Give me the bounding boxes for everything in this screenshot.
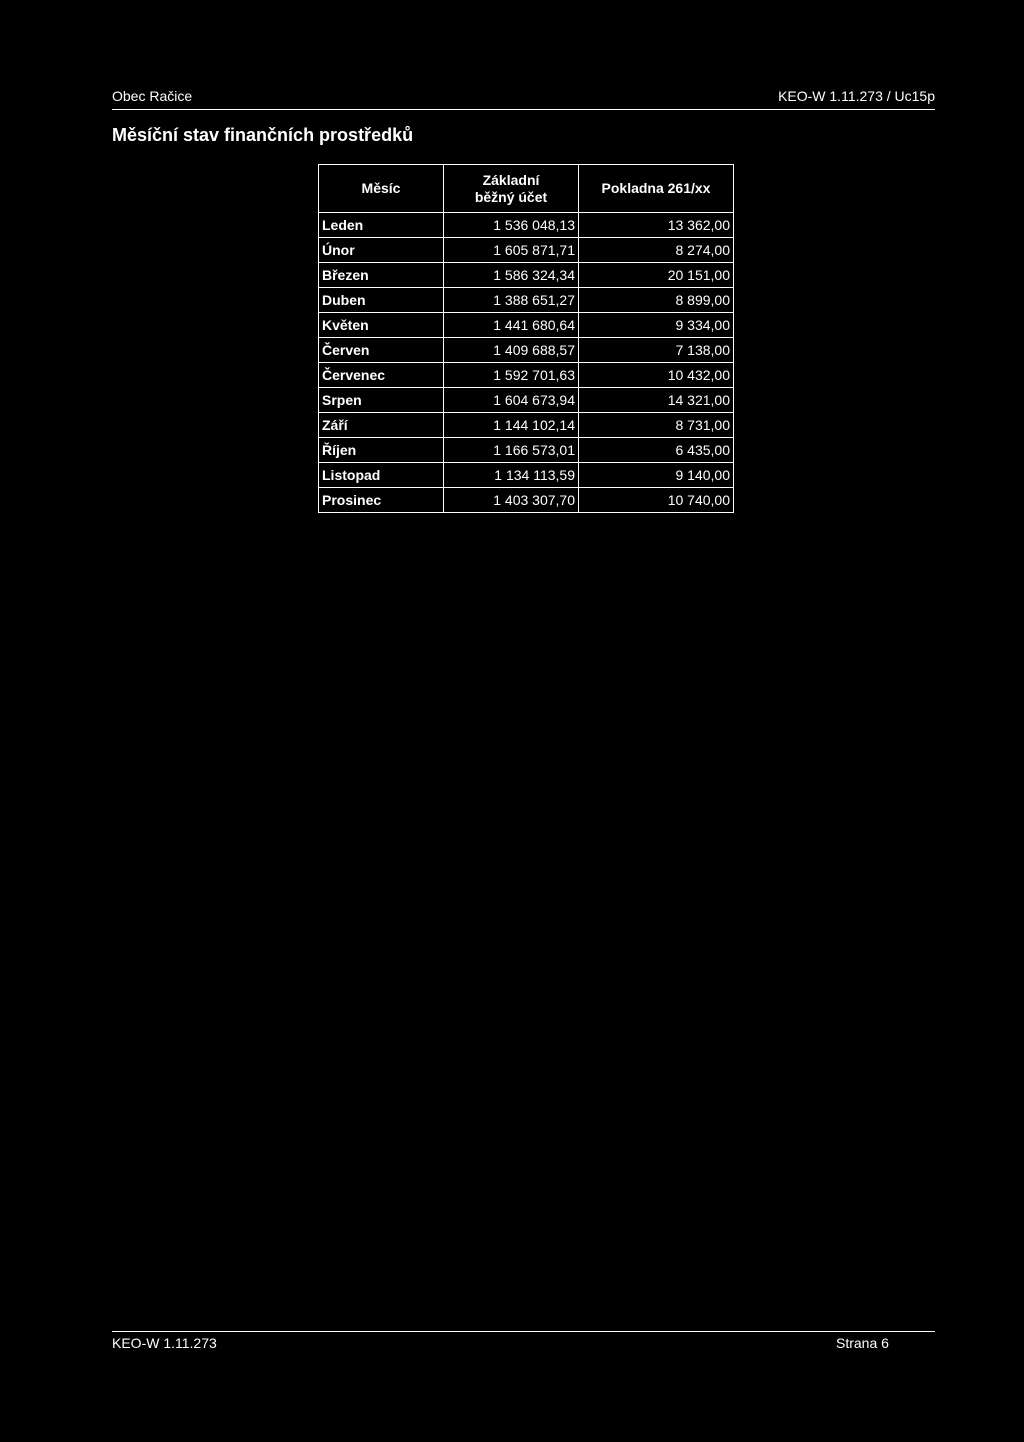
column-header-cash: Pokladna 261/xx	[579, 165, 734, 213]
table-row	[319, 313, 734, 338]
cell-cash: 9 334,00	[579, 313, 734, 338]
cell-account: 1 388 651,27	[444, 288, 579, 313]
cell-account: 1 166 573,01	[444, 438, 579, 463]
cell-account: 1 605 871,71	[444, 238, 579, 263]
cell-account: 1 586 324,34	[444, 263, 579, 288]
table-body	[319, 213, 734, 513]
cell-cash: 13 362,00	[579, 213, 734, 238]
header-municipality: Obec Račice	[112, 88, 193, 104]
cell-month: Duben	[319, 288, 444, 313]
cell-month: Březen	[319, 263, 444, 288]
cell-account: 1 403 307,70	[444, 488, 579, 513]
cell-cash: 10 740,00	[579, 488, 734, 513]
cell-cash: 8 274,00	[579, 238, 734, 263]
table-row	[319, 338, 734, 363]
cell-cash: 14 321,00	[579, 388, 734, 413]
page-footer	[112, 1331, 935, 1352]
table-row	[319, 213, 734, 238]
column-header-account-line1: Základní	[482, 171, 540, 188]
footer-version: KEO-W 1.11.273	[112, 1335, 217, 1351]
cell-month: Srpen	[319, 388, 444, 413]
cell-account: 1 409 688,57	[444, 338, 579, 363]
column-header-account	[444, 165, 579, 213]
header-report-code: KEO-W 1.11.273 / Uc15p	[778, 88, 935, 104]
cell-month: Listopad	[319, 463, 444, 488]
cell-account: 1 592 701,63	[444, 363, 579, 388]
column-header-month: Měsíc	[319, 165, 444, 213]
column-header-account-line2: běžný účet	[474, 188, 548, 205]
table-row	[319, 363, 734, 388]
cell-cash: 6 435,00	[579, 438, 734, 463]
cell-cash: 8 731,00	[579, 413, 734, 438]
cell-month: Červen	[319, 338, 444, 363]
cell-month: Červenec	[319, 363, 444, 388]
table-row	[319, 463, 734, 488]
cell-account: 1 536 048,13	[444, 213, 579, 238]
cell-cash: 20 151,00	[579, 263, 734, 288]
cell-account: 1 441 680,64	[444, 313, 579, 338]
page-title: Měsíční stav finančních prostředků	[112, 125, 414, 145]
cell-month: Únor	[319, 238, 444, 263]
cell-cash: 7 138,00	[579, 338, 734, 363]
cell-month: Květen	[319, 313, 444, 338]
table-row	[319, 388, 734, 413]
table-header-row	[319, 165, 734, 213]
cell-month: Září	[319, 413, 444, 438]
table-row	[319, 238, 734, 263]
cell-cash: 8 899,00	[579, 288, 734, 313]
table-row	[319, 413, 734, 438]
table-row	[319, 438, 734, 463]
cell-cash: 9 140,00	[579, 463, 734, 488]
table-row	[319, 488, 734, 513]
cell-month: Prosinec	[319, 488, 444, 513]
page-header	[112, 87, 935, 110]
cell-month: Říjen	[319, 438, 444, 463]
cell-account: 1 604 673,94	[444, 388, 579, 413]
footer-page-number: Strana 6	[836, 1335, 889, 1351]
table-row	[319, 288, 734, 313]
cell-month: Leden	[319, 213, 444, 238]
cell-account: 1 144 102,14	[444, 413, 579, 438]
cell-cash: 10 432,00	[579, 363, 734, 388]
monthly-balance-table	[318, 164, 734, 513]
table-row	[319, 263, 734, 288]
cell-account: 1 134 113,59	[444, 463, 579, 488]
